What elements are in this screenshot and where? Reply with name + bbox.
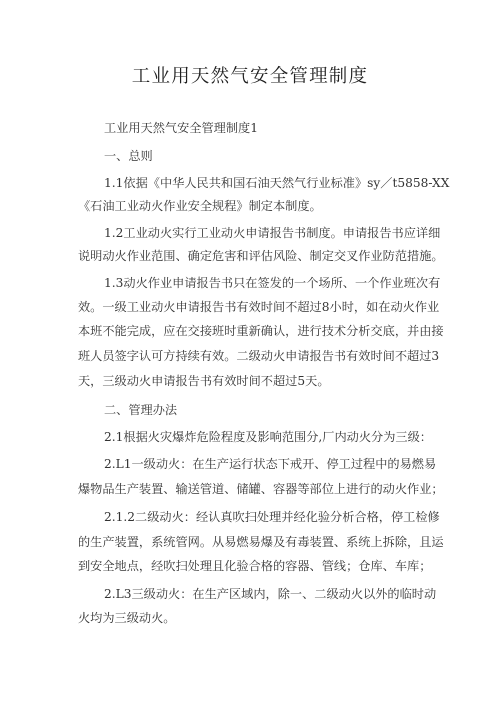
paragraph-line: 天，三级动火申请报告书有效时间不超过5天。 bbox=[78, 374, 330, 388]
paragraph-line: 2.L3三级动火：在生产区域内，除一、二级动火以外的临时动 bbox=[104, 587, 437, 601]
paragraph-line: 1.2工业动火实行工业动火申请报告书制度。申请报告书应详细 bbox=[104, 226, 441, 240]
paragraph-line: 效。一级工业动火申请报告书有效时间不超过8小时，如在动火作业 bbox=[78, 300, 440, 314]
paragraph-line: 班人员签字认可方持续有效。二级动火申请报告书有效时间不超过3 bbox=[78, 349, 440, 363]
section-heading-management: 二、管理办法 bbox=[104, 403, 178, 417]
paragraph-line: 2.1根据火灾爆炸危险程度及影响范围分,厂内动火分为三级： bbox=[104, 430, 432, 444]
subtitle-line: 工业用天然气安全管理制度1 bbox=[104, 121, 259, 135]
paragraph-line: 本班不能完成，应在交接班时重新确认，进行技术分析交底，并由接 bbox=[78, 324, 444, 338]
paragraph-line: 1.1依据《中华人民共和国石油天然气行业标准》sy／t5858-XX bbox=[104, 176, 450, 190]
paragraph-line: 到安全地点，经吹扫处理且化验合格的容器、管线；仓库、车库； bbox=[78, 559, 432, 573]
section-heading-general: 一、总则 bbox=[104, 149, 153, 163]
paragraph-line: 爆物品生产装置、输送管道、储罐、容器等部位上进行的动火作业； bbox=[78, 482, 444, 496]
document-title: 工业用天然气安全管理制度 bbox=[131, 66, 369, 87]
paragraph-line: 2.1.2二级动火：经认真吹扫处理并经化验分析合格，停工检修 bbox=[104, 510, 440, 524]
paragraph-line: 1.3动火作业申请报告书只在签发的一个场所、一个作业班次有 bbox=[104, 276, 441, 290]
paragraph-line: 的生产装置，系统管网。从易燃易爆及有毒装置、系统上拆除，且运 bbox=[78, 535, 444, 549]
paragraph-line: 2.L1一级动火：在生产运行状态下戒开、停工过程中的易燃易 bbox=[104, 457, 437, 471]
paragraph-line: 说明动火作业范围、确定危害和评估风险、制定交叉作业防范措施。 bbox=[78, 249, 444, 263]
paragraph-line: 火均为三级动火。 bbox=[78, 611, 176, 625]
paragraph-line: 《石油工业动火作业安全规程》制定本制度。 bbox=[78, 199, 322, 213]
